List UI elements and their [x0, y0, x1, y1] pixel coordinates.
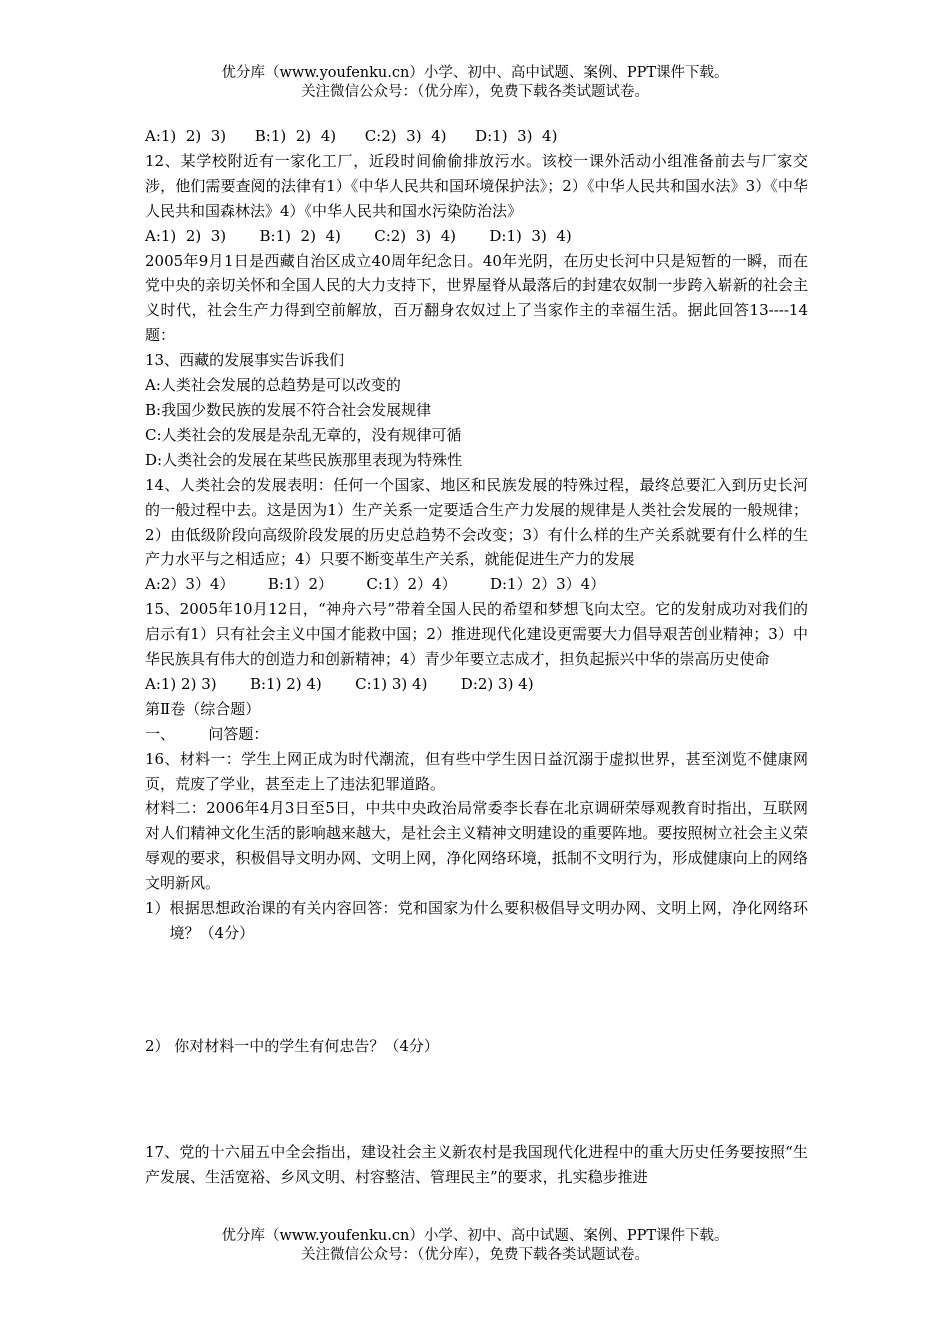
q13-option-c: C:人类社会的发展是杂乱无章的，没有规律可循	[145, 425, 462, 444]
q14-options: A:2）3）4） B:1）2） C:1）2）4） D:1）2）3）4）	[145, 575, 606, 594]
q12-stem: 12、某学校附近有一家化工厂，近段时间偷偷排放污水。该校一课外活动小组准备前去与厂家交涉，他们需要查阅的法律有1）《中华人民共和国环境保护法》；2）《中华人民共和国水法》3）《中华人民共和国森林法》4）《中华人民共和国水污染防治法》	[145, 151, 808, 220]
section-heading: 一、 问答题：	[145, 724, 269, 743]
q14-stem: 14、人类社会的发展表明：任何一个国家、地区和民族发展的特殊过程，最终总要汇入到历史长河的一般过程中去。这是因为1）生产关系一定要适合生产力发展的规律是人类社会发展的一般规律；2）由低级阶段向高级阶段发展的历史总趋势不会改变；3）有什么样的生产关系就要有什么样的生产力水平与之相适应；4）只要不断变革生产关系，就能促进生产力的发展	[145, 475, 808, 569]
q16-material-2: 材料二：2006年4月3日至5日，中共中央政治局常委李长春在北京调研荣辱观教育时指出，互联网对人们精神文化生活的影响越来越大，是社会主义精神文明建设的重要阵地。要按照树立社会主义荣辱观的要求，积极倡导文明办网、文明上网，净化网络环境，抵制不文明行为，形成健康向上的网络文明新风。	[145, 799, 808, 893]
q13-option-d: D:人类社会的发展在某些民族那里表现为特殊性	[145, 450, 463, 469]
q15-options: A:1) 2) 3) B:1) 2) 4) C:1) 3) 4) D:2) 3) 4)	[145, 674, 534, 693]
q16-material-1: 16、材料一：学生上网正成为时代潮流，但有些中学生因日益沉溺于虚拟世界，甚至浏览不健康网页，荒废了学业，甚至走上了违法犯罪道路。	[145, 749, 808, 793]
q12-options: A:1) 2) 3) B:1) 2) 4) C:2) 3) 4) D:1) 3) 4)	[145, 226, 572, 245]
footer-line-1: 优分库（www.youfenku.cn）小学、初中、高中试题、案例、PPT课件下载。	[221, 1228, 729, 1244]
q16-sub-1-number: 1）	[145, 899, 170, 918]
q15-stem: 15、2005年10月12日，“神舟六号”带着全国人民的希望和梦想飞向太空。它的发射成功对我们的启示有1）只有社会主义中国才能救中国；2）推进现代化建设更需要大力倡导艰苦创业精神；3）中华民族具有伟大的创造力和创新精神；4）青少年要立志成才，担负起振兴中华的崇高历史使命	[145, 600, 808, 669]
q13-option-b: B:我国少数民族的发展不符合社会发展规律	[145, 400, 432, 419]
intro-13-14: 2005年9月1日是西藏自治区成立40周年纪念日。40年光阴，在历史长河中只是短暂的一瞬，而在党中央的亲切关怀和全国人民的大力支持下，世界屋脊从最落后的封建农奴制一步跨入崭新的社会主义时代，社会生产力得到空前解放，百万翻身农奴过上了当家作主的幸福生活。据此回答13----14题：	[145, 251, 808, 345]
page-footer	[0, 1227, 950, 1265]
q13-stem: 13、西藏的发展事实告诉我们	[145, 351, 345, 370]
answer-space-2	[145, 1059, 808, 1140]
page-header	[0, 64, 950, 102]
header-line-1: 优分库（www.youfenku.cn）小学、初中、高中试题、案例、PPT课件下载。	[221, 65, 729, 81]
q16-sub-question-1	[145, 896, 808, 946]
q11-options: A:1) 2) 3) B:1) 2) 4) C:2) 3) 4) D:1) 3) 4)	[145, 127, 558, 145]
q13-option-a: A:人类社会发展的总趋势是可以改变的	[145, 376, 401, 395]
q16-sub-question-2: 2） 你对材料一中的学生有何忠告？（4分）	[145, 1036, 439, 1055]
answer-space-1	[145, 946, 808, 1034]
header-line-2: 关注微信公众号：（优分库），免费下载各类试题试卷。	[301, 84, 649, 100]
document-body	[145, 124, 808, 1190]
part2-title: 第Ⅱ卷（综合题）	[145, 699, 261, 718]
footer-line-2: 关注微信公众号：（优分库），免费下载各类试题试卷。	[301, 1247, 649, 1263]
q17-stem: 17、党的十六届五中全会指出，建设社会主义新农村是我国现代化进程中的重大历史任务要按照“生产发展、生活宽裕、乡风文明、村容整洁、管理民主”的要求，扎实稳步推进	[145, 1142, 808, 1186]
q16-sub-1-text: 根据思想政治课的有关内容回答：党和国家为什么要积极倡导文明办网、文明上网，净化网络环境？（4分）	[169, 899, 808, 942]
